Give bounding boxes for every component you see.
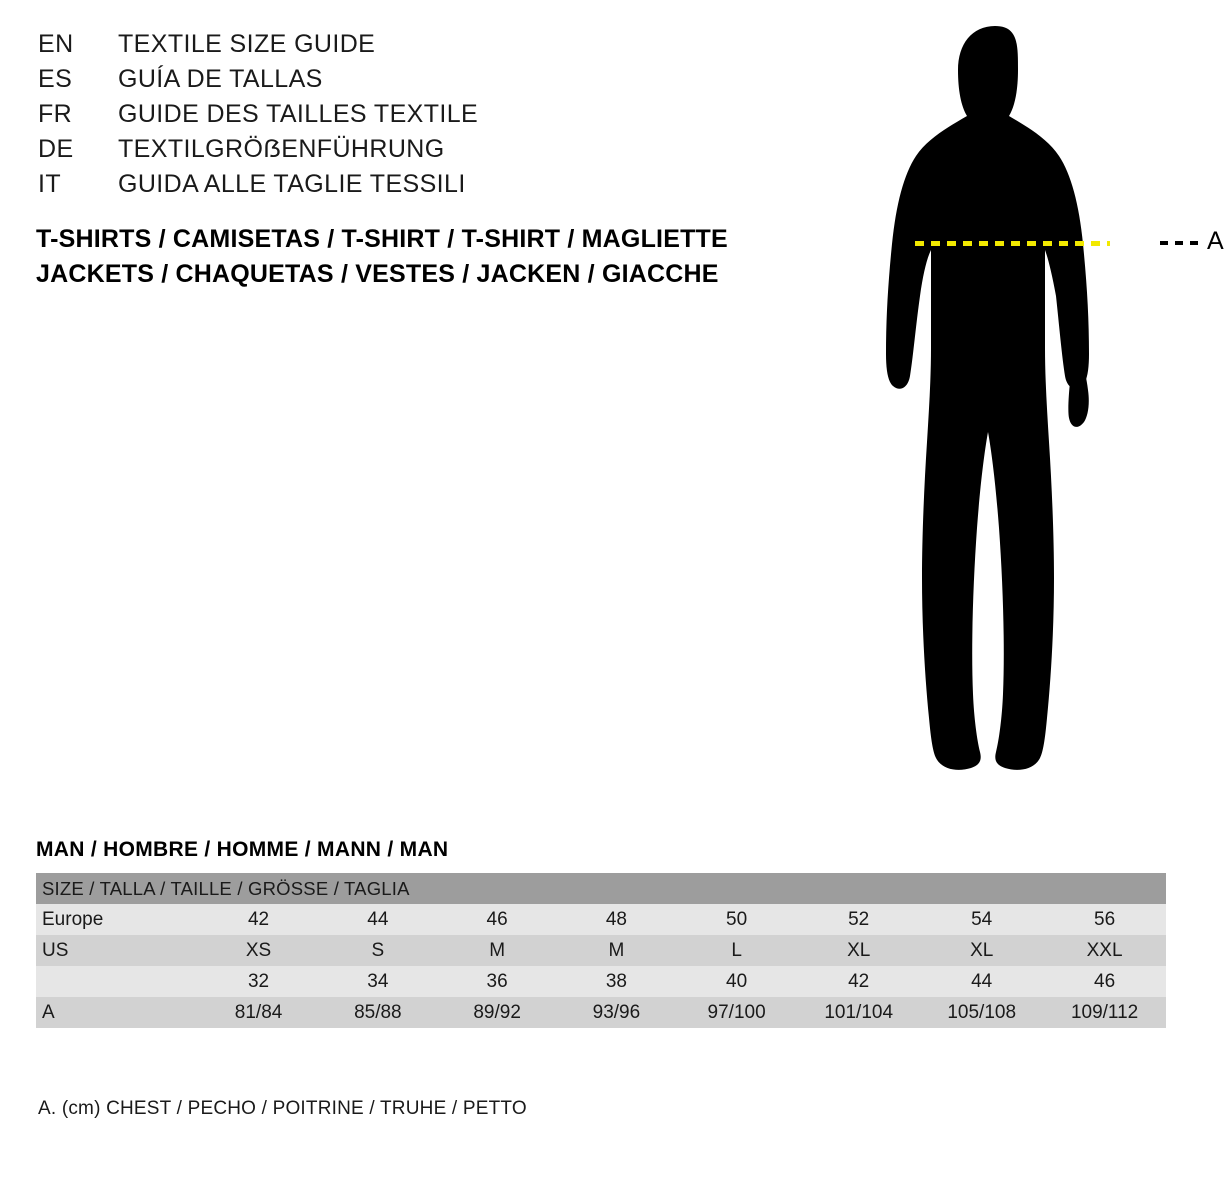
table-cell: 52 xyxy=(797,904,920,935)
chest-dashed-line xyxy=(915,241,1110,246)
footnote: A. (cm) CHEST / PECHO / POITRINE / TRUHE / PETTO xyxy=(38,1098,527,1119)
table-cell: 54 xyxy=(920,904,1043,935)
table-cell: 101/104 xyxy=(797,997,920,1028)
table-title: MAN / HOMBRE / HOMME / MANN / MAN xyxy=(36,838,449,861)
language-title: GUIDA ALLE TAGLIE TESSILI xyxy=(118,170,466,198)
language-row xyxy=(38,65,738,100)
table-row xyxy=(36,935,1166,966)
language-header-block xyxy=(38,30,738,205)
table-cell: XS xyxy=(199,935,318,966)
language-title: TEXTILGRÖẞENFÜHRUNG xyxy=(118,135,445,163)
language-row xyxy=(38,170,738,205)
table-cell: 56 xyxy=(1043,904,1166,935)
table-cell: 109/112 xyxy=(1043,997,1166,1028)
row-label: A xyxy=(36,997,199,1028)
male-silhouette-icon xyxy=(830,18,1170,798)
chest-leader-line xyxy=(1160,241,1200,245)
table-cell: 44 xyxy=(920,966,1043,997)
category-jackets: JACKETS / CHAQUETAS / VESTES / JACKEN / GIACCHE xyxy=(36,260,719,288)
chest-measure-label: A xyxy=(1207,227,1224,255)
table-row xyxy=(36,997,1166,1028)
table-cell: 89/92 xyxy=(437,997,556,1028)
row-label: Europe xyxy=(36,904,199,935)
table-cell: 85/88 xyxy=(318,997,437,1028)
table-cell: 105/108 xyxy=(920,997,1043,1028)
table-cell: 93/96 xyxy=(557,997,676,1028)
language-row xyxy=(38,100,738,135)
category-block xyxy=(36,222,796,292)
table-cell: 36 xyxy=(437,966,556,997)
row-label xyxy=(36,966,199,997)
table-row xyxy=(36,904,1166,935)
table-cell: 44 xyxy=(318,904,437,935)
table-cell: L xyxy=(676,935,797,966)
table-cell: 34 xyxy=(318,966,437,997)
table-cell: 46 xyxy=(437,904,556,935)
language-title: GUIDE DES TAILLES TEXTILE xyxy=(118,100,479,128)
table-cell: 97/100 xyxy=(676,997,797,1028)
table-cell: S xyxy=(318,935,437,966)
table-header-row xyxy=(36,873,1166,904)
table-cell: 40 xyxy=(676,966,797,997)
table-cell: XL xyxy=(920,935,1043,966)
table-cell: 81/84 xyxy=(199,997,318,1028)
size-table xyxy=(36,873,1166,1028)
row-label: US xyxy=(36,935,199,966)
category-tshirts: T-SHIRTS / CAMISETAS / T-SHIRT / T-SHIRT / MAGLIETTE xyxy=(36,225,728,253)
table-cell: 46 xyxy=(1043,966,1166,997)
size-table-section xyxy=(36,838,1166,1028)
table-cell: 42 xyxy=(199,904,318,935)
language-code: FR xyxy=(38,100,73,128)
table-cell: 42 xyxy=(797,966,920,997)
table-cell: 48 xyxy=(557,904,676,935)
language-code: EN xyxy=(38,30,74,58)
body-silhouette-figure xyxy=(830,18,1224,798)
language-row xyxy=(38,30,738,65)
table-row xyxy=(36,966,1166,997)
chest-measure-indicator xyxy=(915,227,1224,255)
table-cell: 32 xyxy=(199,966,318,997)
table-header-label: SIZE / TALLA / TAILLE / GRÖSSE / TAGLIA xyxy=(36,873,1166,904)
language-code: IT xyxy=(38,170,62,198)
table-cell: M xyxy=(437,935,556,966)
table-cell: 50 xyxy=(676,904,797,935)
language-code: DE xyxy=(38,135,74,163)
table-cell: M xyxy=(557,935,676,966)
table-cell: XXL xyxy=(1043,935,1166,966)
language-row xyxy=(38,135,738,170)
language-code: ES xyxy=(38,65,73,93)
language-title: TEXTILE SIZE GUIDE xyxy=(118,30,376,58)
table-cell: XL xyxy=(797,935,920,966)
language-title: GUÍA DE TALLAS xyxy=(118,65,323,93)
table-cell: 38 xyxy=(557,966,676,997)
